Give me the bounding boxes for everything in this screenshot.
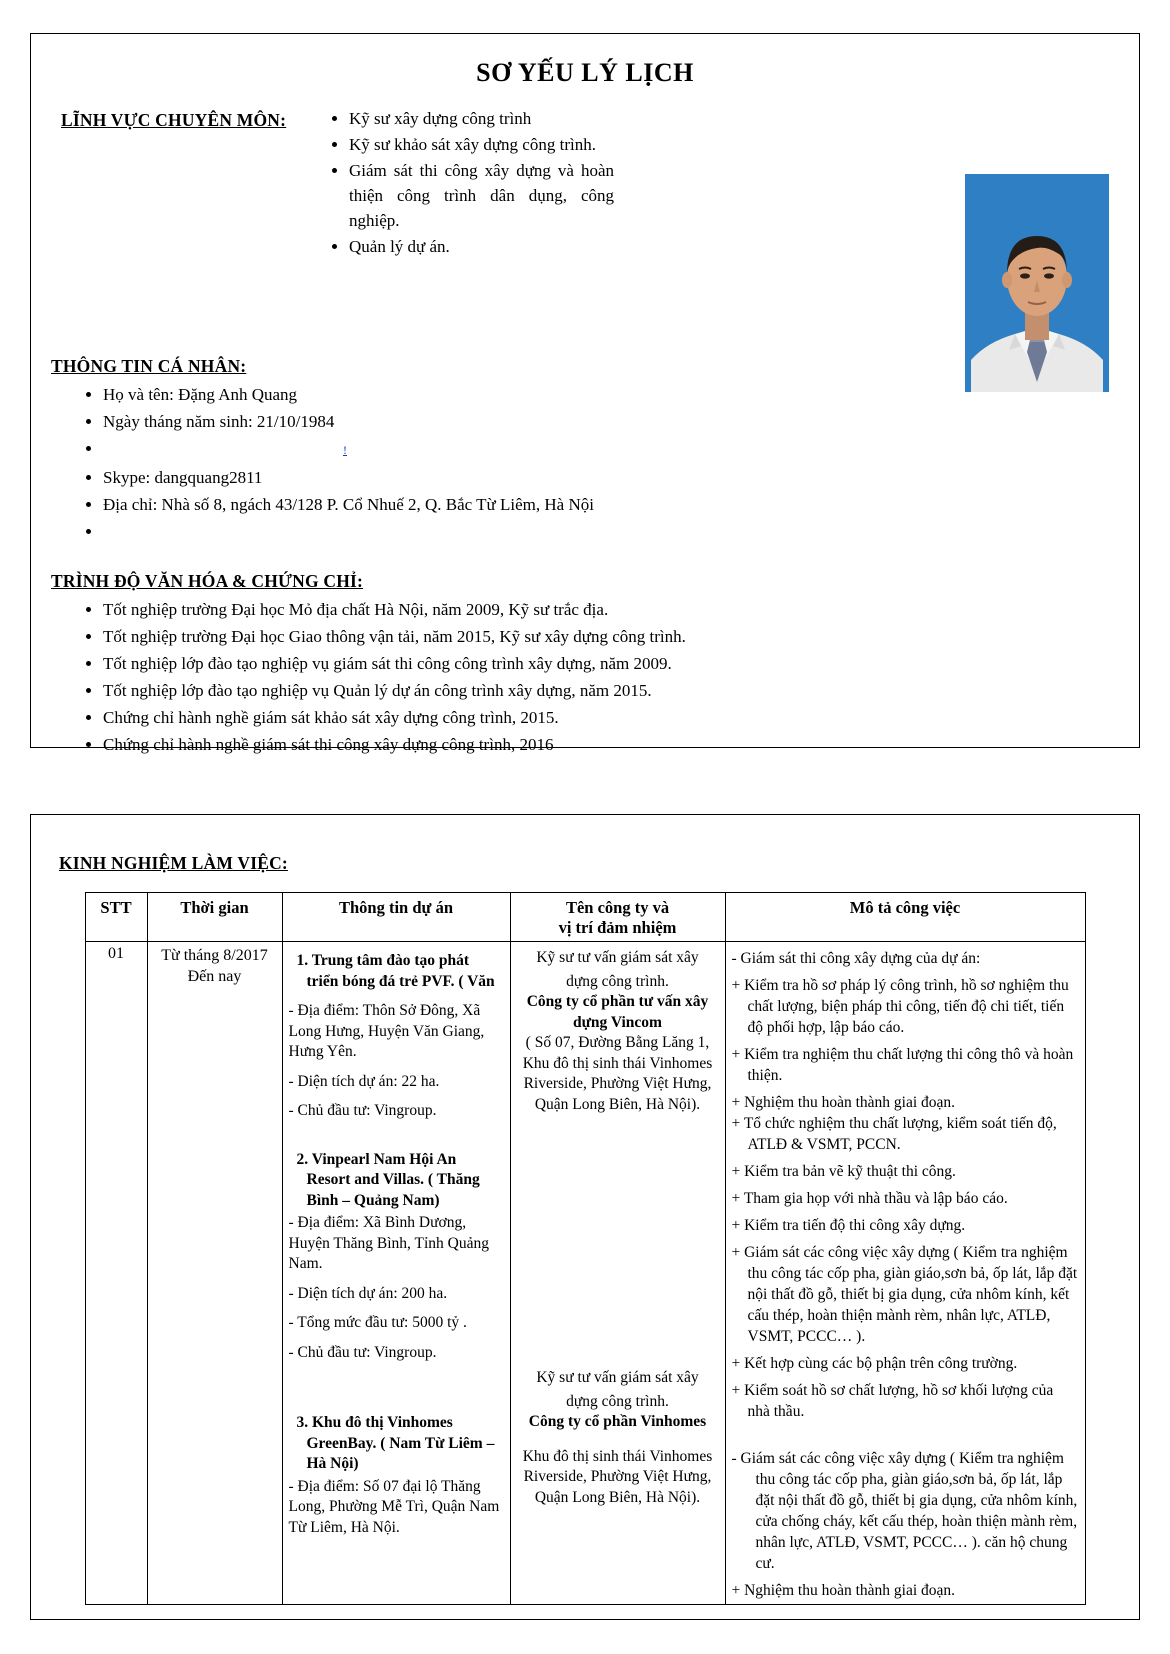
education-section: [51, 571, 1119, 758]
list-item: • Tốt nghiệp lớp đào tạo nghiệp vụ Quản lý dự án công trình xây dựng, năm 2015.: [103, 677, 1119, 704]
project-detail: - Địa điểm: Số 07 đại lộ Thăng Long, Phường Mễ Trì, Quận Nam Từ Liêm, Hà Nội.: [288, 1477, 500, 1536]
project-title: 1. Trung tâm đào tạo phát triển bóng đá trẻ PVF. ( Văn: [296, 952, 495, 990]
company-role-line2: dựng công trình.: [566, 972, 669, 990]
portrait-photo: [965, 174, 1109, 392]
list-item: • Ngày tháng năm sinh: 21/10/1984: [103, 408, 1119, 435]
experience-heading: KINH NGHIỆM LÀM VIỆC:: [59, 853, 288, 873]
list-item: • Kỹ sư xây dựng công trình: [349, 106, 614, 131]
description-line: + Tham gia họp với nhà thầu và lập báo cáo.: [731, 1190, 1008, 1207]
list-item: • Chứng chỉ hành nghề giám sát khảo sát xây dựng công trình, 2015.: [103, 704, 1119, 731]
specialization-heading: LĨNH VỰC CHUYÊN MÔN:: [61, 110, 287, 130]
list-item-empty: [103, 435, 1119, 464]
personal-list: [51, 381, 1119, 545]
page-2-container: [30, 814, 1140, 1620]
list-item-empty: [103, 518, 1119, 545]
list-item: • Skype: dangquang2811: [103, 464, 1119, 491]
time-line2: Đến nay: [187, 968, 242, 985]
cell-stt: 01: [85, 942, 147, 1605]
company-address: ( Số 07, Đường Bằng Lăng 1,: [525, 1034, 710, 1051]
blue-marker: !: [343, 443, 347, 457]
project-detail: - Diện tích dự án: 200 ha.: [288, 1284, 448, 1302]
column-header-description: Mô tả công việc: [725, 893, 1085, 942]
education-list: [51, 596, 1119, 758]
list-item: • Chứng chỉ hành nghề giám sát thi công xây dựng công trình, 2016: [103, 731, 1119, 758]
description-line: - Giám sát các công việc xây dựng ( Kiểm tra nghiệm thu công tác cốp pha, giàn giáo,sơn bả, ốp lát, lắp đặt nội thất đồ gỗ, thiết bị gia dụng, cửa nhôm kính, cửa chống cháy, kết cấu thép, hoàn thiện mành rèm, nhân lực, ATLĐ, VSMT, PCCC… ). căn hộ chung cư.: [731, 1450, 1078, 1572]
column-header-company-line2: vị trí đảm nhiệm: [558, 918, 677, 937]
project-title: 3. Khu đô thị Vinhomes GreenBay. ( Nam Từ Liêm – Hà Nội): [296, 1414, 495, 1472]
project-detail: - Chủ đầu tư: Vingroup.: [288, 1102, 437, 1119]
page-1-container: [30, 33, 1140, 754]
cell-time: [147, 942, 282, 1605]
project-detail: - Địa điểm: Xã Bình Dương, Huyện Thăng Bình, Tỉnh Quảng Nam.: [288, 1214, 489, 1272]
list-item: • Kỹ sư khảo sát xây dựng công trình.: [349, 132, 614, 157]
list-item: • Quản lý dự án.: [349, 234, 614, 259]
company-name-line1: Công ty cổ phần Vinhomes: [528, 1413, 707, 1430]
description-line: - Giám sát thi công xây dựng của dự án:: [731, 950, 981, 967]
list-item: • Tốt nghiệp lớp đào tạo nghiệp vụ giám sát thi công công trình xây dựng, năm 2009.: [103, 650, 1119, 677]
cell-description: [725, 942, 1085, 1605]
description-line: + Kiểm tra hồ sơ pháp lý công trình, hồ sơ nghiệm thu chất lượng, biện pháp thi công, tiến độ chi tiết, tiến độ phối hợp, lập báo cáo.: [731, 977, 1069, 1036]
project-title: 2. Vinpearl Nam Hội An Resort and Villas. ( Thăng Bình – Quảng Nam): [296, 1150, 480, 1209]
column-header-company-line1: Tên công ty và: [565, 898, 670, 917]
education-heading: TRÌNH ĐỘ VĂN HÓA & CHỨNG CHỈ:: [51, 571, 364, 591]
specialization-list: [331, 106, 614, 260]
company-name-line1: Công ty cổ phần tư vấn xây: [526, 993, 709, 1010]
cell-company: [510, 942, 725, 1605]
list-item: • Giám sát thi công xây dựng và hoàn thiện công trình dân dụng, công nghiệp.: [349, 158, 614, 233]
list-item: • Tốt nghiệp trường Đại học Giao thông vận tải, năm 2015, Kỹ sư xây dựng công trình.: [103, 623, 1119, 650]
company-address: Quận Long Biên, Hà Nội).: [534, 1488, 701, 1506]
company-role-line1: Kỹ sư tư vấn giám sát xây: [536, 1369, 699, 1386]
project-detail: - Địa điểm: Thôn Sở Đông, Xã Long Hưng, Huyện Văn Giang, Hưng Yên.: [288, 1002, 485, 1060]
page-title: SƠ YẾU LÝ LỊCH: [476, 58, 694, 87]
description-line: + Kiểm tra tiến độ thi công xây dựng.: [731, 1217, 966, 1234]
company-role-line2: dựng công trình.: [566, 1392, 669, 1410]
column-header-time: Thời gian: [147, 893, 282, 942]
project-detail: - Diện tích dự án: 22 ha.: [288, 1072, 440, 1090]
company-address: Riverside, Phường Việt Hưng,: [523, 1075, 712, 1092]
column-header-company: [510, 893, 725, 942]
description-line: + Kiểm tra nghiệm thu chất lượng thi công thô và hoàn thiện.: [731, 1046, 1074, 1084]
description-line: + Kiểm tra bản vẽ kỹ thuật thi công.: [731, 1163, 956, 1180]
description-line: + Nghiệm thu hoàn thành giai đoạn.: [731, 1582, 956, 1599]
list-item: • Tốt nghiệp trường Đại học Mỏ địa chất Hà Nội, năm 2009, Kỹ sư trắc địa.: [103, 596, 1119, 623]
cell-project-info: [282, 942, 510, 1605]
project-detail: - Tổng mức đầu tư: 5000 tỷ .: [288, 1314, 467, 1331]
company-role-line1: Kỹ sư tư vấn giám sát xây: [536, 949, 699, 966]
personal-heading: THÔNG TIN CÁ NHÂN:: [51, 356, 247, 376]
company-address: Riverside, Phường Việt Hưng,: [523, 1468, 712, 1485]
time-line1: Từ tháng 8/2017: [161, 947, 268, 964]
project-detail: - Chủ đầu tư: Vingroup.: [288, 1343, 437, 1361]
description-line: + Giám sát các công việc xây dựng ( Kiểm tra nghiệm thu công tác cốp pha, giàn giáo,sơn bả, ốp lát, lắp đặt nội thất đồ gỗ, thiết bị gia dụng, cửa nhôm kính, kết cấu thép, hoàn thiện mành rèm, nhân lực, ATLĐ, VSMT, PCCC… ).: [731, 1244, 1078, 1345]
specialization-section: [31, 106, 1139, 356]
column-header-project: Thông tin dự án: [282, 893, 510, 942]
description-line: + Nghiệm thu hoàn thành giai đoạn.: [731, 1094, 956, 1111]
table-header-row: [85, 893, 1085, 942]
list-item: • Họ và tên: Đặng Anh Quang: [103, 381, 1119, 408]
company-name-line2: dựng Vincom: [573, 1013, 662, 1031]
experience-table: [85, 892, 1086, 1605]
column-header-stt: STT: [85, 893, 147, 942]
description-line: + Tổ chức nghiệm thu chất lượng, kiểm soát tiến độ, ATLĐ & VSMT, PCCN.: [731, 1115, 1057, 1153]
company-address: Khu đô thị sinh thái Vinhomes: [522, 1054, 713, 1072]
description-line: + Kết hợp cùng các bộ phận trên công trường.: [731, 1355, 1018, 1372]
company-address: Quận Long Biên, Hà Nội).: [534, 1095, 701, 1113]
company-address: Khu đô thị sinh thái Vinhomes: [522, 1447, 713, 1465]
personal-section: [51, 356, 1119, 545]
list-item: • Địa chỉ: Nhà số 8, ngách 43/128 P. Cổ Nhuế 2, Q. Bắc Từ Liêm, Hà Nội: [103, 491, 1119, 518]
description-line: + Kiểm soát hồ sơ chất lượng, hồ sơ khối lượng của nhà thầu.: [731, 1382, 1054, 1420]
portrait-photo-image: [965, 174, 1109, 392]
table-row: [85, 942, 1085, 1605]
